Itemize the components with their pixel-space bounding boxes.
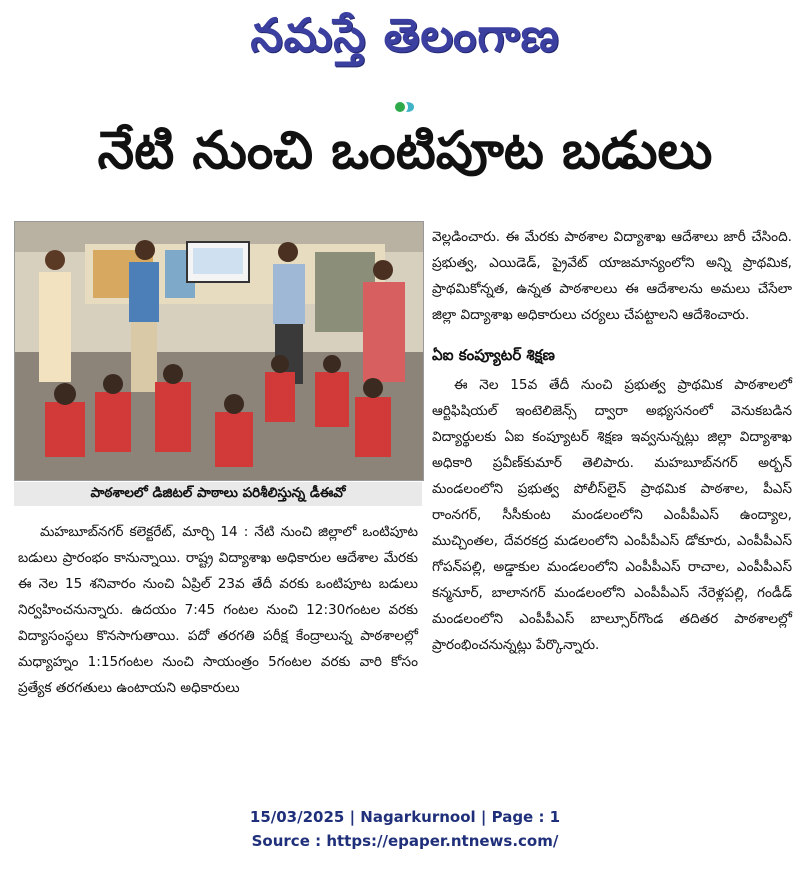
newspaper-logo-icon <box>394 100 416 114</box>
article-right-column <box>432 224 792 658</box>
masthead-title: నమస్తే తెలంగాణ <box>250 8 560 62</box>
right-column-paragraph-bottom: ఈ నెల 15వ తేదీ నుంచి ప్రభుత్వ ప్రాథమిక పాఠశాలలో ఆర్టిఫిషియల్ ఇంటెలిజెన్స్ ద్వారా అభ్యసనంలో వెనుకబడిన విద్యార్థులకు ఏఐ కంప్యూటర్ శిక్షణ ఇవ్వనున్నట్లు జిల్లా విద్యాశాఖ అధికారి ప్రవీణ్‌కుమార్ తెలిపారు. మహబూబ్‌నగర్ అర్బన్ మండలంలోని ప్రభుత్వ పోలీస్‌లైన్ ప్రాథమిక పాఠశాల, పీఎస్ రాంనగర్, సీసీకుంట మండలంలోని ఎంపీపీఎస్ ఉంద్యాల, ముచ్చింతల, దేవరకద్ర మడలంలోని ఎంపీపీఎస్ డోకూరు, ఎంపీపీఎస్ గోపన్‌పల్లి, అడ్డాకుల మండలంలోని ఎంపీపీఎస్ రాచాల, ఎంపీపీఎస్ కన్మనూర్, బాలానగర్ మండలంలోని ఎంపీపీఎస్ నేరెళ్లపల్లి, గండీడ్ మండలంలోని ఎంపీపీఎస్ బాల్సూర్‌గొండ తదితర పాఠశాలల్లో ప్రారంభించనున్నట్లు పేర్కొన్నారు. <box>432 377 792 653</box>
footer-source: Source : https://epaper.ntnews.com/ <box>251 832 559 850</box>
article-left-column <box>18 519 418 701</box>
masthead <box>0 2 810 80</box>
right-column-paragraph-top: వెల్లడించారు. ఈ మేరకు పాఠశాల విద్యాశాఖ ఆదేశాలు జారీ చేసింది. ప్రభుత్వ, ఎయిడెడ్, ప్రైవేట్ యాజమాన్యంలోని అన్ని ప్రాథమిక, ప్రాథమికోన్నత, ఉన్నత పాఠశాలలు ఈ ఆదేశాలను అమలు చేసేలా జిల్లా విద్యాశాఖ అధికారులు చర్యలు చేపట్టాలని ఆదేశించారు. <box>432 229 792 323</box>
classroom-photo-illustration <box>15 222 423 480</box>
subheading: ఏఐ కంప్యూటర్ శిక్షణ <box>432 346 555 364</box>
photo-caption: పాఠశాలలో డిజిటల్ పాఠాలు పరిశీలిస్తున్న డీఈవో <box>14 482 422 506</box>
classroom-photo <box>14 221 424 481</box>
left-column-paragraph: మహబూబ్‌నగర్ కలెక్టరేట్, మార్చి 14 : నేటి నుంచి జిల్లాలో ఒంటిపూట బడులు ప్రారంభం కానున్నాయి. రాష్ట్ర విద్యాశాఖ అధికారుల ఆదేశాల మేరకు ఈ నెల 15 శనివారం నుంచి ఏప్రిల్ 23వ తేదీ వరకు ఒంటిపూట బడులు నిర్వహించనున్నారు. ఉదయం 7:45 గంటల నుంచి 12:30గంటల వరకు విద్యాసంస్థలు కొనసాగుతాయి. పదో తరగతి పరీక్ష కేంద్రాలున్న పాఠశాలల్లో మధ్యాహ్నం 1:15గంటల నుంచి సాయంత్రం 5గంటల వరకు వారి కోసం ప్రత్యేక తరగతులు ఉంటాయని అధికారులు <box>18 524 418 696</box>
footer-edition-info: 15/03/2025 | Nagarkurnool | Page : 1 <box>249 808 561 826</box>
headline: నేటి నుంచి ఒంటిపూట బడులు <box>97 120 713 181</box>
